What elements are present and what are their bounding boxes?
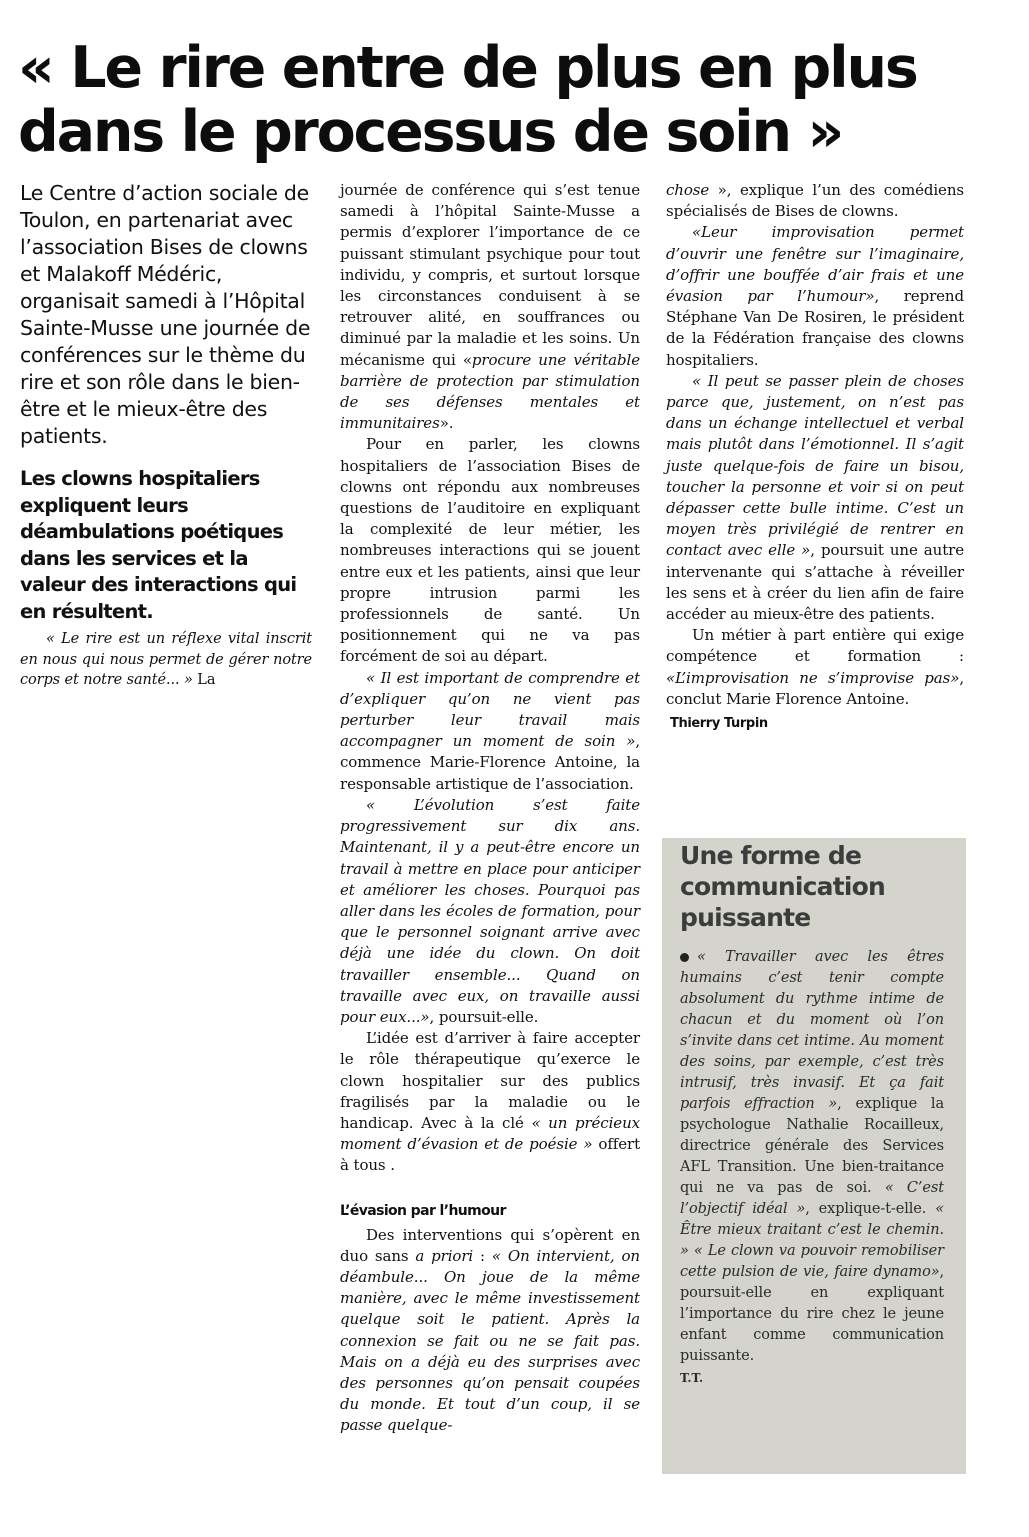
body-text: L’idée est d’arriver à faire accepter le rôle thérapeutique qu’exerce le clown hospitalier sur des publics fragilisés par la maladie ou le handicap. Avec à la clé <box>340 1029 640 1132</box>
quote-text: « Le rire est un réflexe vital inscrit en nous qui nous permet de gérer notre corps et notre santé... » <box>20 631 312 688</box>
body-text: , explique la psychologue Nathalie Rocailleux, directrice générale des Services AFL Transition. Une bien-traitance qui ne va pas de soi. <box>680 1096 944 1196</box>
body-paragraph <box>340 795 640 1028</box>
body-paragraph <box>340 1225 640 1437</box>
headline <box>18 36 1008 164</box>
quote-text: « C’est l’objectif idéal » <box>680 1180 944 1217</box>
column-2-body <box>340 180 640 1177</box>
body-paragraph <box>340 434 640 667</box>
standfirst: Les clowns hospitaliers expliquent leurs déambulations poétiques dans les services et la valeur des interactions qui en résultent. <box>20 467 297 623</box>
sidebar-signature: T.T. <box>680 1371 704 1385</box>
body-text: , poursuit-elle. <box>429 1007 539 1026</box>
quote-text: « On intervient, on déambule... On joue de la même manière, avec le même investissement quelque soit le patient. Après la connexion se fait ou ne se fait pas. Mais on a déjà eu des surprises avec des personnes qu’on pensait coupées du monde. Et tout d’un coup, il se passe quelque- <box>340 1246 640 1435</box>
body-paragraph <box>680 947 944 1367</box>
body-text: , poursuit-elle en expliquant l’importance du rire chez le jeune enfant comme communication puissante. <box>680 1264 944 1364</box>
body-paragraph <box>666 371 964 625</box>
body-text: offert à tous . <box>340 1135 641 1175</box>
quote-text: « Il peut se passer plein de choses parce que, justement, on n’est pas dans un échange intellectuel et verbal mais plutôt dans l’émotionnel. Il s’agit juste quelque-fois de faire un bisou, toucher la personne et voir si on peut dépasser cette bulle intime. C’est un moyen très privilégié de rentrer en contact avec elle » <box>666 371 964 560</box>
quote-text: chose <box>666 181 710 199</box>
column-2-body-continued <box>340 1225 640 1437</box>
sidebar-box <box>662 838 966 1474</box>
sidebar-title: Une forme de communication puissante <box>680 841 886 932</box>
column-1-body <box>20 629 312 691</box>
quote-text: « L’évolution s’est faite progressivement sur dix ans. Maintenant, il y a peut-être encore un travail à mettre en place pour anticiper et améliorer les choses. Pourquoi pas aller dans les écoles de formation, pour que le personnel soignant arrive avec déjà une idée du clown. On doit travailler ensemble... Quand on travaille avec eux, on travaille aussi pour eux...» <box>340 795 640 1026</box>
headline-line-2: dans le processus de soin » <box>18 99 843 165</box>
body-text: La <box>192 672 216 688</box>
body-paragraph <box>666 625 964 710</box>
body-text: Pour en parler, les clowns hospitaliers de l’association Bises de clowns ont répondu aux nombreuses questions de l’auditoire en expliquant la complexité de leur métier, les nombreuses interactions qui se jouent entre eux et les patients, ainsi que leur propre intrusion parmi les professionnels de santé. Un positionnement qui ne va pas forcément de soi au départ. <box>340 435 640 666</box>
quote-text: procure une véritable barrière de protection par stimulation de ses défenses mentales et immunitaires <box>340 350 640 433</box>
body-paragraph <box>340 180 640 434</box>
body-text: , conclut Marie Florence Antoine. <box>666 668 964 708</box>
lede-paragraph: Le Centre d’action sociale de Toulon, en partenariat avec l’association Bises de clowns et Malakoff Médéric, organisait samedi à l’Hôpital Sainte-Musse une journée de conférences sur le thème du rire et son rôle dans le bien-être et le mieux-être des patients. <box>20 181 311 448</box>
quote-text: « Il est important de comprendre et d’expliquer qu’on ne vient pas perturber leur travail mais accompagner un moment de soin » <box>340 668 640 751</box>
column-2 <box>340 180 640 1437</box>
sidebar-body <box>680 947 944 1367</box>
body-text: ». <box>439 414 454 433</box>
quote-text: a priori <box>415 1246 474 1265</box>
quote-text: « un précieux moment d’évasion et de poésie » <box>340 1113 640 1154</box>
body-text: », explique l’un des comédiens spécialisés de Bises de clowns. <box>666 181 964 221</box>
quote-text: « Travailler avec les êtres humains c’est tenir compte absolument du rythme intime de chacun et du moment où l’on s’invite dans cet intime. Au moment des soins, par exemple, c’est très intrusif, très invasif. Et ça fait parfois effraction » <box>680 949 944 1112</box>
byline: Thierry Turpin <box>670 716 768 732</box>
column-3-body <box>666 180 964 710</box>
quote-text: «L’improvisation ne s’improvise pas» <box>666 668 960 687</box>
body-text: , commence Marie-Florence Antoine, la responsable artistique de l’association. <box>340 732 640 793</box>
body-text: , explique-t-elle. <box>805 1201 936 1217</box>
quote-text: «Leur improvisation permet d’ouvrir une fenêtre sur l’imaginaire, d’offrir une bouffée d’air frais et une évasion par l’humour» <box>666 223 964 306</box>
column-3 <box>666 180 964 731</box>
body-text: Des interventions qui s’opèrent en duo sans <box>340 1225 640 1265</box>
section-subhead: L’évasion par l’humour <box>340 1202 506 1219</box>
body-paragraph <box>340 1028 640 1176</box>
column-1 <box>20 180 312 691</box>
body-paragraph <box>20 629 312 691</box>
body-text: , reprend Stéphane Van De Rosiren, le président de la Fédération française des clowns hospitaliers. <box>666 287 964 369</box>
body-text: Un métier à part entière qui exige compétence et formation : <box>666 626 964 666</box>
headline-line-1: « Le rire entre de plus en plus <box>18 35 917 101</box>
body-text: : <box>473 1246 492 1265</box>
body-paragraph <box>666 222 964 370</box>
quote-text: « Être mieux traitant c’est le chemin. » « Le clown va pouvoir remobiliser cette pulsion de vie, faire dynamo» <box>680 1201 944 1280</box>
body-text: , poursuit une autre intervenante qui s’attache à réveiller les sens et à créer du lien afin de faire accéder au mieux-être des patients. <box>666 541 964 624</box>
bullet-icon <box>680 953 689 962</box>
body-text: journée de conférence qui s’est tenue samedi à l’hôpital Sainte-Musse a permis d’explorer l’importance de ce puissant stimulant psychique pour tout individu, y compris, et surtout lorsque les circonstances conduisent à se retrouver alité, en souffrances ou diminué par la maladie et les soins. Un mécanisme qui « <box>340 181 640 369</box>
body-paragraph <box>666 180 964 222</box>
body-paragraph <box>340 668 640 795</box>
